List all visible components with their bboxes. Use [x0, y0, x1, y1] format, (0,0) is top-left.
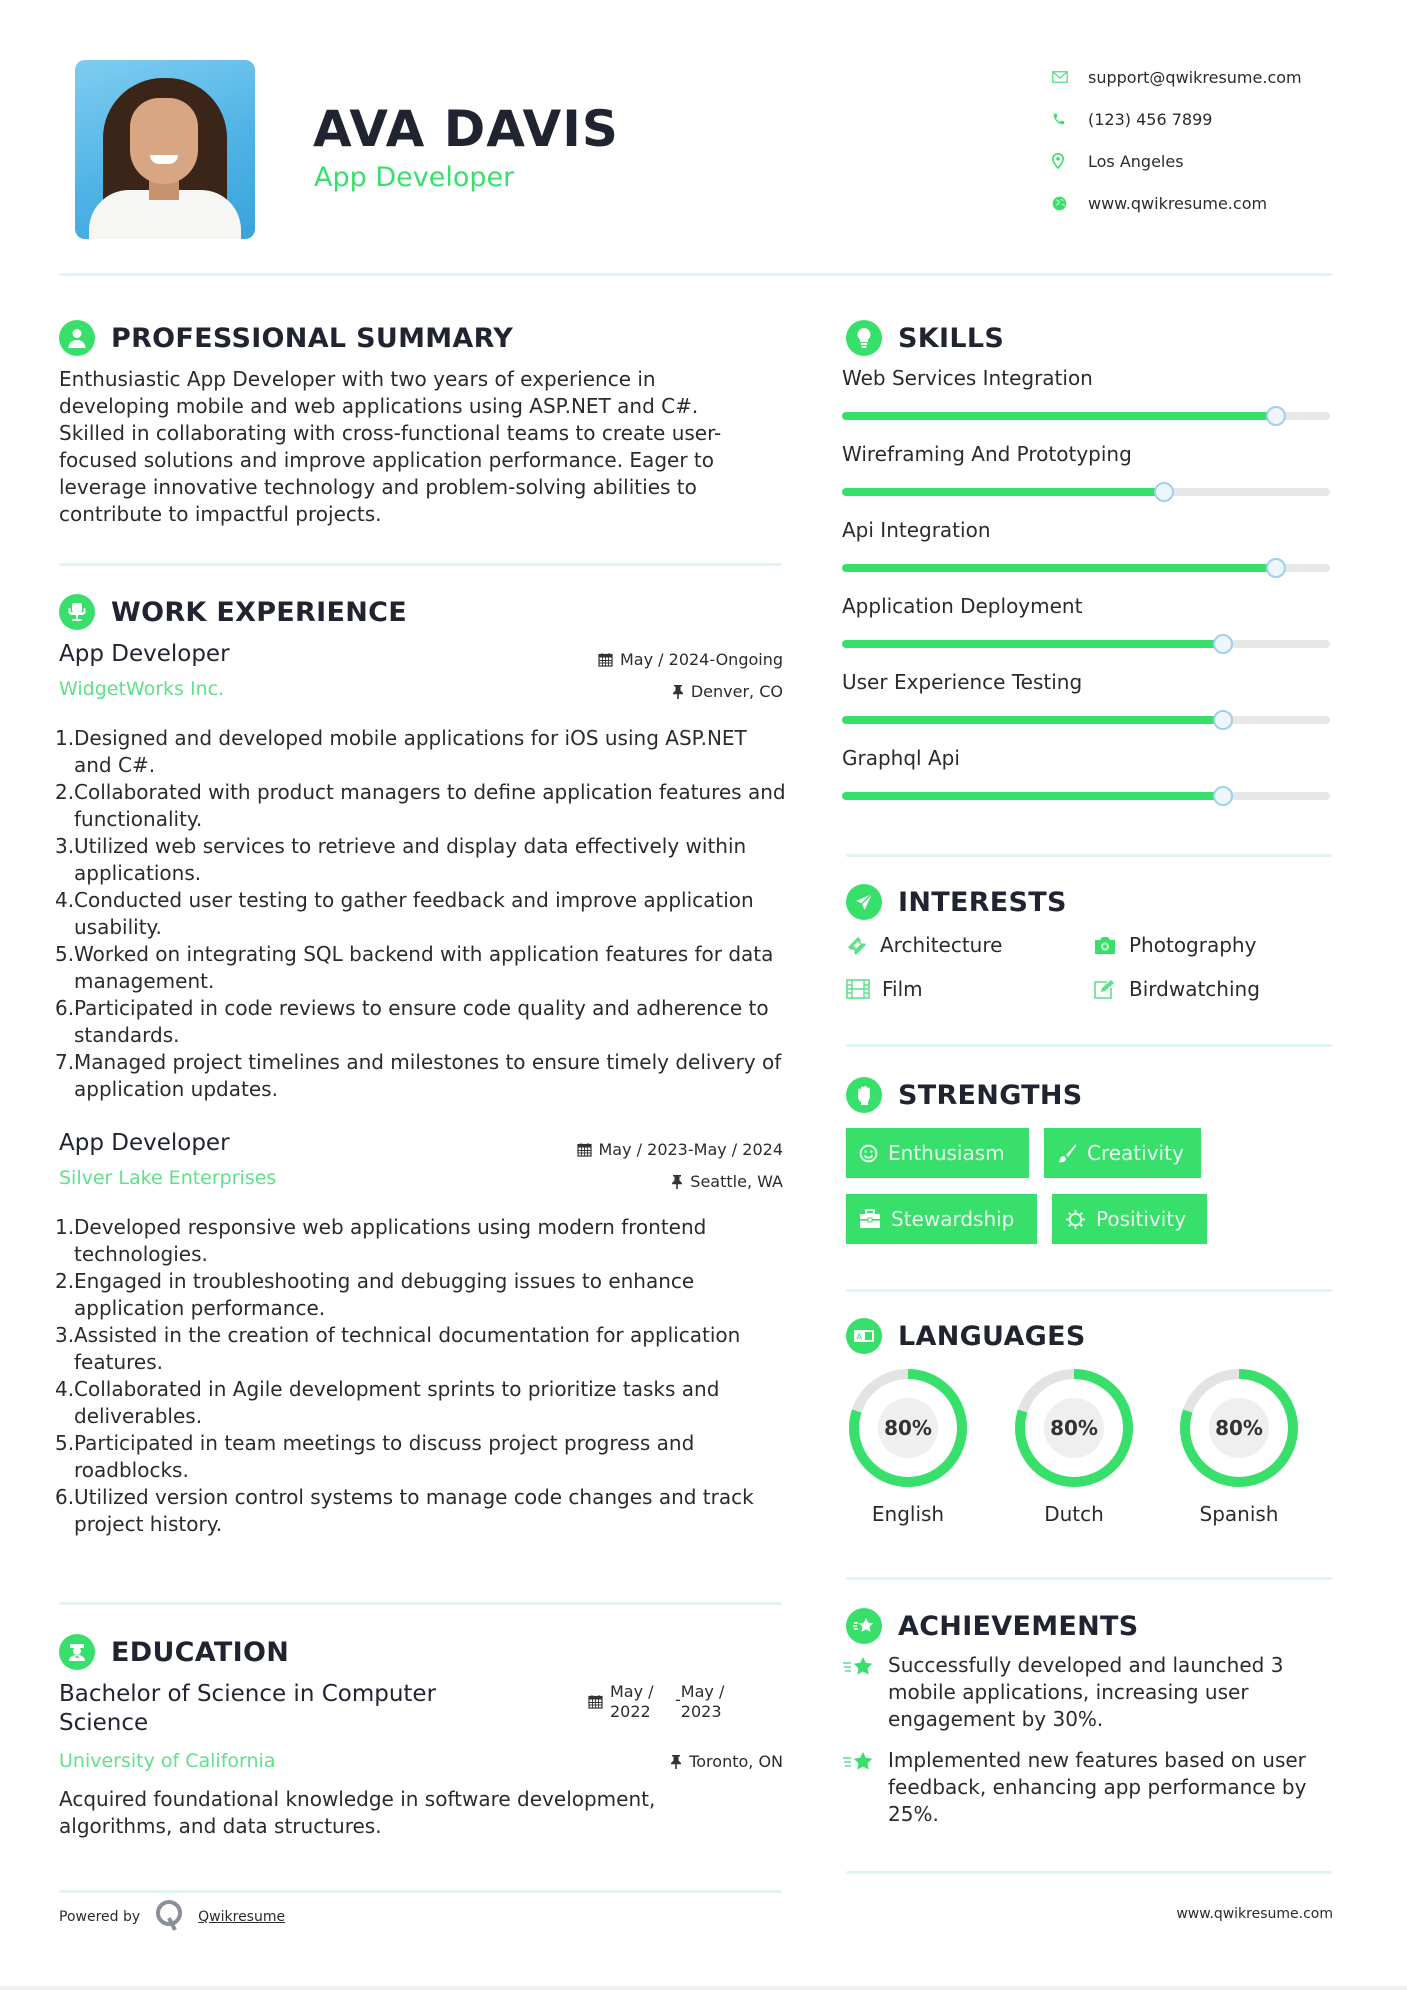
interest-item	[1093, 977, 1260, 1001]
language-ring	[848, 1368, 968, 1488]
sun-icon	[1065, 1209, 1086, 1230]
experience-title: WORK EXPERIENCE	[111, 596, 407, 628]
skills-title: SKILLS	[898, 322, 1005, 354]
candidate-name: AVA DAVIS	[313, 100, 619, 158]
skill-label: Graphql Api	[842, 746, 960, 770]
ticket-icon	[846, 935, 868, 955]
skills-divider	[846, 854, 1332, 857]
skill-bar	[842, 564, 1330, 572]
language-name: Spanish	[1199, 1502, 1279, 1526]
contact-website-text: www.qwikresume.com	[1088, 193, 1268, 213]
bullet-item: 1. Designed and developed mobile applications for iOS using ASP.NET and C#.	[55, 726, 747, 777]
skill-item	[842, 366, 1330, 420]
strength-label: Creativity	[1087, 1141, 1184, 1165]
contact-phone[interactable]	[1050, 98, 1302, 140]
contact-phone-text: (123) 456 7899	[1088, 109, 1213, 129]
header-divider	[59, 273, 1332, 276]
achievement-text: Implemented new features based on user feedback, enhancing app performance by 25%.	[888, 1748, 1307, 1826]
bullet-item: 2. Collaborated with product managers to define application features and functionality.	[55, 780, 786, 831]
skill-label: User Experience Testing	[842, 670, 1083, 694]
bullet-item: 1. Developed responsive web applications using modern frontend technologies.	[55, 1215, 707, 1266]
interest-item	[846, 933, 1002, 957]
job-location	[671, 1172, 783, 1191]
languages-heading	[846, 1318, 1086, 1354]
pushpin-icon	[672, 684, 684, 699]
education-heading	[59, 1634, 289, 1670]
education-description: Acquired foundational knowledge in software development, algorithms, and data structures.	[59, 1787, 656, 1838]
skill-item	[842, 442, 1330, 496]
calendar-icon	[598, 652, 613, 667]
skill-label: Web Services Integration	[842, 366, 1093, 390]
briefcase-icon	[859, 1209, 881, 1229]
fist-icon	[846, 1077, 882, 1113]
job-dates-text: May / 2024-Ongoing	[620, 650, 783, 669]
job-company: Silver Lake Enterprises	[59, 1167, 277, 1189]
skill-bar	[842, 640, 1330, 648]
candidate-role: App Developer	[314, 162, 515, 193]
summary-title: PROFESSIONAL SUMMARY	[111, 322, 514, 354]
job-location	[672, 682, 783, 701]
strength-chip	[1044, 1128, 1201, 1178]
strengths-divider	[846, 1289, 1332, 1292]
footer-powered-by	[59, 1898, 285, 1936]
skill-slider-thumb	[1266, 558, 1286, 578]
page-bottom-edge	[0, 1986, 1407, 1990]
globe-icon	[1050, 196, 1088, 211]
skill-bar	[842, 792, 1330, 800]
skill-label: Wireframing And Prototyping	[842, 442, 1132, 466]
language-percent: 80%	[1209, 1398, 1269, 1458]
job-title: App Developer	[59, 1130, 230, 1156]
skill-label: Application Deployment	[842, 594, 1083, 618]
bullet-item: 2. Engaged in troubleshooting and debugging issues to enhance application performance.	[55, 1269, 695, 1320]
education-separator: -	[675, 1690, 681, 1709]
language-item	[1014, 1368, 1134, 1526]
language-ring	[1179, 1368, 1299, 1488]
summary-heading	[59, 320, 513, 356]
contact-email-text: support@qwikresume.com	[1088, 67, 1302, 87]
shooting-star-icon	[842, 1750, 876, 1774]
chair-icon	[59, 594, 95, 630]
phone-icon	[1050, 112, 1088, 126]
summary-text: Enthusiastic App Developer with two years of experience in developing mobile and web applications using ASP.NET and C#. Skilled in collaborating with cross-functional teams to create user-focused solutions and improve application performance. Eager to leverage innovative technology and problem-solving abilities to contribute to impactful projects.	[59, 367, 722, 526]
skill-label: Api Integration	[842, 518, 991, 542]
shooting-star-icon	[842, 1655, 876, 1679]
education-location	[670, 1752, 783, 1771]
film-icon	[846, 979, 870, 999]
job-title: App Developer	[59, 641, 230, 667]
experience-divider	[59, 1602, 782, 1605]
footer-website[interactable]: www.qwikresume.com	[1176, 1906, 1333, 1922]
language-name: English	[871, 1502, 945, 1526]
map-pin-icon	[1050, 153, 1088, 169]
education-start: May / 2022	[610, 1682, 654, 1721]
job-location-text: Denver, CO	[690, 682, 783, 701]
bullet-item: 3. Assisted in the creation of technical documentation for application features.	[55, 1323, 741, 1374]
graduate-icon	[59, 1634, 95, 1670]
skill-slider-thumb	[1154, 482, 1174, 502]
interest-label: Architecture	[880, 933, 1003, 957]
strengths-heading	[846, 1077, 1083, 1113]
skill-slider-thumb	[1213, 786, 1233, 806]
experience-heading	[59, 594, 407, 630]
pushpin-icon	[670, 1754, 682, 1769]
achievements-title: ACHIEVEMENTS	[898, 1610, 1139, 1642]
contact-email[interactable]	[1050, 56, 1302, 98]
pushpin-icon	[671, 1174, 683, 1189]
job-location-text: Seattle, WA	[690, 1172, 783, 1191]
strength-label: Stewardship	[891, 1207, 1015, 1231]
paintbrush-icon	[1057, 1143, 1077, 1163]
bullet-item: 6. Participated in code reviews to ensure code quality and adherence to standards.	[55, 996, 769, 1047]
job-dates	[598, 650, 783, 669]
calendar-icon	[588, 1694, 603, 1709]
language-ring	[1014, 1368, 1134, 1488]
languages-title: LANGUAGES	[898, 1320, 1086, 1352]
contact-website[interactable]	[1050, 182, 1302, 224]
interests-divider	[846, 1044, 1332, 1047]
interest-label: Birdwatching	[1129, 977, 1260, 1001]
strength-chip	[1052, 1194, 1207, 1244]
bullet-item: 5. Worked on integrating SQL backend with application features for data management.	[55, 942, 774, 993]
interest-item	[846, 977, 923, 1001]
bullet-item: 6. Utilized version control systems to manage code changes and track project history.	[55, 1485, 754, 1536]
education-location-text: Toronto, ON	[689, 1752, 783, 1771]
job-dates-text: May / 2023-May / 2024	[598, 1140, 783, 1159]
powered-by-label: Powered by	[59, 1909, 141, 1925]
skills-heading	[846, 320, 1004, 356]
skill-bar	[842, 412, 1330, 420]
job-bullets	[55, 725, 790, 1103]
bullet-item: 7. Managed project timelines and milestones to ensure timely delivery of application updates.	[55, 1050, 782, 1101]
contact-list	[1050, 56, 1302, 224]
paper-plane-icon	[846, 884, 882, 920]
job-dates	[577, 1140, 784, 1159]
bullet-item: 4. Conducted user testing to gather feedback and improve application usability.	[55, 888, 754, 939]
interests-heading	[846, 884, 1067, 920]
skill-item	[842, 670, 1330, 724]
language-item	[848, 1368, 968, 1526]
education-title: EDUCATION	[111, 1636, 290, 1668]
skill-slider-thumb	[1266, 406, 1286, 426]
interest-item	[1093, 933, 1256, 957]
achievements-heading	[846, 1608, 1139, 1644]
interests-title: INTERESTS	[898, 886, 1067, 918]
skill-slider-thumb	[1213, 634, 1233, 654]
smile-icon	[859, 1144, 878, 1163]
star-badge-icon	[846, 1608, 882, 1644]
achievements-divider	[846, 1871, 1332, 1874]
job-bullets	[55, 1214, 790, 1538]
education-divider	[59, 1890, 782, 1893]
strengths-title: STRENGTHS	[898, 1079, 1083, 1111]
camera-icon	[1093, 935, 1117, 955]
interest-label: Photography	[1129, 933, 1257, 957]
languages-divider	[846, 1577, 1332, 1580]
education-dates	[588, 1682, 736, 1722]
qwikresume-logo-icon	[154, 1898, 184, 1936]
education-end: May / 2023	[680, 1682, 725, 1721]
strength-chip	[846, 1128, 1029, 1178]
skill-bar	[842, 488, 1330, 496]
user-icon	[59, 320, 95, 356]
strength-label: Enthusiasm	[888, 1141, 1005, 1165]
achievement-item	[842, 1747, 1332, 1828]
svg-text:A: A	[856, 1332, 862, 1342]
contact-location-text: Los Angeles	[1088, 151, 1184, 171]
language-item	[1179, 1368, 1299, 1526]
degree-title: Bachelor of Science in Computer Science	[59, 1681, 437, 1736]
edit-icon	[1093, 979, 1117, 999]
strength-chip	[846, 1194, 1037, 1244]
skill-item	[842, 594, 1330, 648]
bullet-item: 4. Collaborated in Agile development sprints to prioritize tasks and deliverables.	[55, 1377, 720, 1428]
achievement-item	[842, 1652, 1332, 1733]
language-name: Dutch	[1044, 1502, 1104, 1526]
achievement-text: Successfully developed and launched 3 mobile applications, increasing user engagement by 30%.	[888, 1653, 1284, 1731]
strength-label: Positivity	[1096, 1207, 1187, 1231]
summary-divider	[59, 563, 782, 566]
language-percent: 80%	[1044, 1398, 1104, 1458]
job-company: WidgetWorks Inc.	[59, 678, 225, 700]
translate-icon	[846, 1318, 882, 1354]
school-name: University of California	[59, 1750, 276, 1772]
profile-photo	[75, 60, 255, 239]
bullet-item: 5. Participated in team meetings to discuss project progress and roadblocks.	[55, 1431, 695, 1482]
skill-item	[842, 518, 1330, 572]
skill-slider-thumb	[1213, 710, 1233, 730]
qwikresume-link[interactable]: Qwikresume	[198, 1909, 286, 1925]
language-percent: 80%	[878, 1398, 938, 1458]
bullet-item: 3. Utilized web services to retrieve and display data effectively within applications.	[55, 834, 747, 885]
contact-location	[1050, 140, 1302, 182]
skill-bar	[842, 716, 1330, 724]
mail-icon	[1050, 71, 1088, 83]
lightbulb-icon	[846, 320, 882, 356]
skill-item	[842, 746, 1330, 800]
interest-label: Film	[882, 977, 923, 1001]
calendar-icon	[577, 1142, 592, 1157]
